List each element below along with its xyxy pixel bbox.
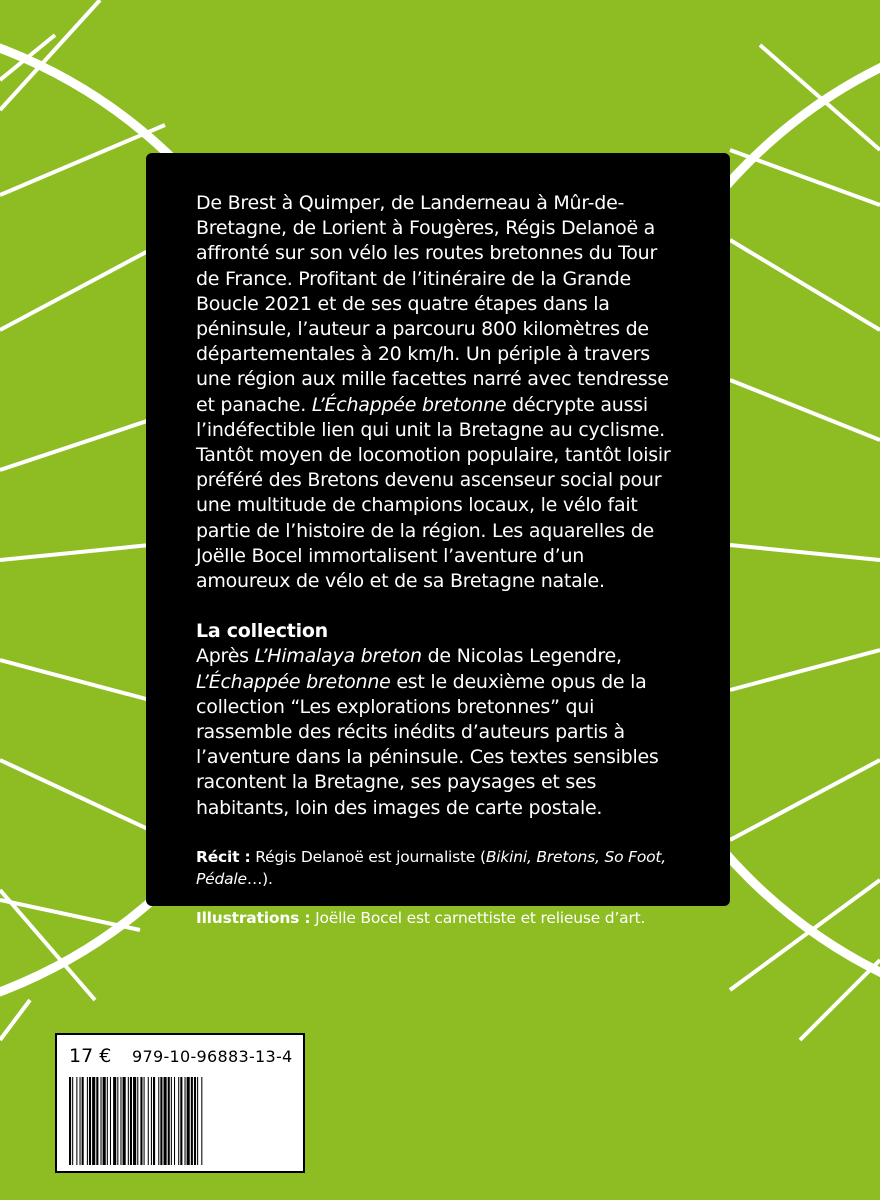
collection-text: est le deuxième opus de la collection “Les explorations bretonnes” qui rassemble des récits inédits d’auteurs partis à l’aventure dans la péninsule. Ces textes sensibles racontent la Bretagne, ses paysages et ses habitants, loin des images de carte postale. — [196, 670, 659, 819]
description-text-rest: décrypte aussi l’indéfectible lien qui unit la Bretagne au cyclisme. Tantôt moyen de locomotion populaire, tantôt loisir préféré des Bretons devenu ascenseur social pour une multitude de champions locaux, le vélo fait partie de l’histoire de la région. Les aquarelles de Joëlle Bocel immortalisent l’aventure d’un amoureux de vélo et de sa Bretagne natale. — [196, 393, 671, 593]
barcode-bar — [153, 1077, 155, 1165]
barcode-bar — [197, 1077, 198, 1165]
barcode-bar — [103, 1077, 106, 1165]
barcode-bar — [120, 1077, 121, 1165]
right-wheel-spoke — [730, 150, 880, 205]
collection-book-title: L’Échappée bretonne — [196, 670, 391, 693]
barcode-bar — [187, 1077, 190, 1165]
price: 17 € — [69, 1045, 112, 1067]
barcode-bar — [128, 1077, 129, 1165]
barcode-label — [55, 1033, 305, 1173]
author-credit-text: Régis Delanoë est journaliste ( — [250, 847, 486, 866]
right-wheel-spoke — [730, 545, 880, 560]
right-wheel-spoke — [730, 760, 880, 840]
barcode-bar — [123, 1077, 126, 1165]
left-wheel-spoke — [0, 125, 165, 195]
barcode-bar — [160, 1077, 162, 1165]
barcode-bar — [80, 1077, 81, 1165]
barcode-bar — [76, 1077, 77, 1165]
book-title: L’Échappée bretonne — [311, 393, 507, 416]
author-credit-titles: Bikini, Bretons, So Foot, Pédale — [196, 847, 667, 888]
barcode-bar — [69, 1077, 71, 1165]
barcode-bar — [174, 1077, 175, 1165]
barcode-bar — [164, 1077, 167, 1165]
left-wheel-spoke — [0, 660, 150, 700]
illustrator-credit-text: Joëlle Bocel est carnettiste et relieuse d’art. — [310, 908, 646, 927]
barcode-bar — [96, 1077, 98, 1165]
left-wheel-spoke — [0, 250, 150, 330]
isbn-number: 979-10-96883-13-4 — [132, 1047, 293, 1066]
barcode-bar — [82, 1077, 84, 1165]
barcode-bar — [133, 1077, 136, 1165]
back-cover-text-panel — [146, 153, 730, 927]
barcode-bar — [140, 1077, 142, 1165]
collection-heading: La collection — [196, 620, 328, 643]
left-wheel-spoke — [0, 545, 150, 560]
left-wheel-spoke — [0, 1000, 30, 1040]
barcode-bar — [137, 1077, 138, 1165]
barcode-bar — [158, 1077, 159, 1165]
barcode-bar — [130, 1077, 132, 1165]
barcode-icon — [69, 1077, 293, 1165]
right-wheel-spoke — [730, 380, 880, 440]
barcode-bar — [117, 1077, 118, 1165]
right-wheel-spoke — [730, 650, 880, 690]
illustrator-credit-label: Illustrations : — [196, 908, 311, 927]
barcode-bar — [101, 1077, 102, 1165]
barcode-bar — [185, 1077, 186, 1165]
book-description — [196, 191, 678, 594]
barcode-bar — [87, 1077, 88, 1165]
barcode-bar — [178, 1077, 179, 1165]
collection-text: Après — [196, 645, 255, 668]
barcode-bar — [113, 1077, 116, 1165]
barcode-bar — [201, 1077, 202, 1165]
barcode-bar — [180, 1077, 182, 1165]
author-credit-end: …). — [246, 869, 273, 888]
barcode-bar — [107, 1077, 108, 1165]
author-credit — [196, 846, 678, 890]
barcode-bar — [110, 1077, 111, 1165]
left-wheel-spoke — [0, 420, 150, 470]
left-wheel-spoke — [0, 760, 150, 830]
description-text: De Brest à Quimper, de Landerneau à Mûr-de-Bretagne, de Lorient à Fougères, Régis Delanoë a affronté sur son vélo les routes bretonnes du Tour de France. Profitant de l’itinéraire de la Grande Boucle 2021 et de ses quatre étapes dans la péninsule, l’auteur a parcouru 800 kilomètres de départementales à 20 km/h. Un périple à travers une région aux mille facettes narré avec tendresse et panache. — [196, 192, 669, 416]
right-wheel-spoke — [800, 960, 880, 1040]
barcode-bar — [72, 1077, 73, 1165]
collection-text: de Nicolas Legendre, — [421, 645, 622, 668]
barcode-bar — [144, 1077, 145, 1165]
barcode-bar — [89, 1077, 91, 1165]
collection-description — [196, 644, 678, 820]
illustrator-credit — [196, 907, 678, 929]
author-credit-label: Récit : — [196, 847, 251, 866]
right-wheel-spoke — [730, 880, 880, 990]
barcode-bar — [92, 1077, 95, 1165]
right-wheel-spoke — [730, 240, 880, 330]
collection-book-title: L’Himalaya breton — [254, 645, 422, 668]
barcode-bar — [148, 1077, 149, 1165]
barcode-bar — [194, 1077, 196, 1165]
barcode-bar — [168, 1077, 170, 1165]
barcode-bar — [151, 1077, 152, 1165]
barcode-bar — [191, 1077, 193, 1165]
barcode-bar — [171, 1077, 172, 1165]
